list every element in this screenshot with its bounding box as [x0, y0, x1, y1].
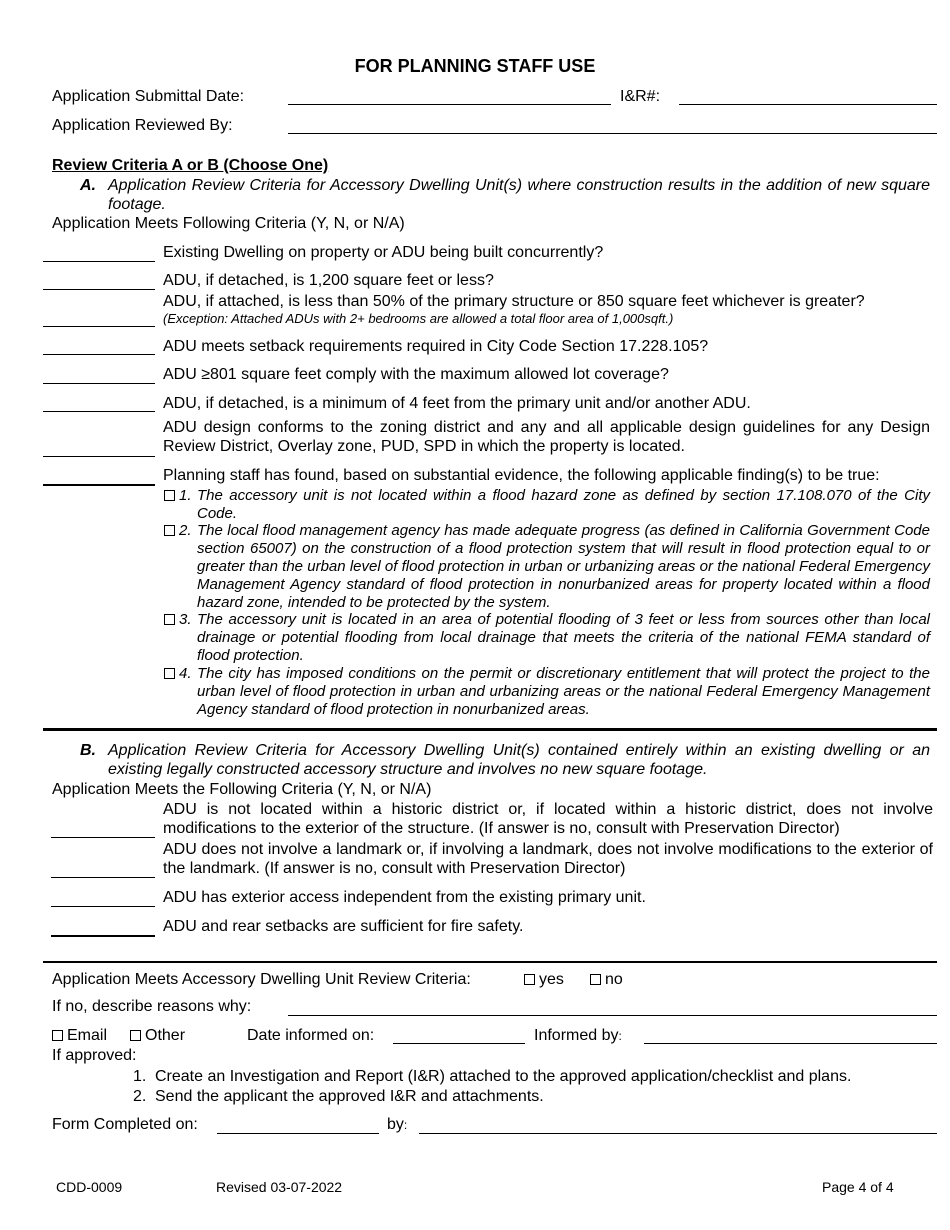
informed-by-field[interactable] — [644, 1043, 937, 1044]
answer-line-a4[interactable] — [43, 354, 155, 355]
criterion-b3: ADU has exterior access independent from the existing primary unit. — [163, 889, 646, 906]
answer-line-a7[interactable] — [43, 456, 155, 457]
section-divider — [43, 728, 937, 731]
criterion-a5: ADU ≥801 square feet comply with the maximum allowed lot coverage? — [163, 366, 669, 383]
approved-step-1: Create an Investigation and Report (I&R) attached to the approved application/checklist and plans. — [155, 1068, 852, 1085]
completed-by-label: by: — [387, 1116, 408, 1133]
decision-divider — [43, 961, 937, 963]
answer-line-b3[interactable] — [51, 906, 155, 907]
reviewed-by-label: Application Reviewed By: — [52, 117, 233, 134]
approved-step-2-number: 2. — [133, 1088, 147, 1105]
approved-step-2: Send the applicant the approved I&R and attachments. — [155, 1088, 544, 1105]
review-criteria-heading: Review Criteria A or B (Choose One) — [52, 157, 329, 174]
ir-number-label: I&R#: — [620, 88, 661, 105]
finding-1-text: The accessory unit is not located within a flood hazard zone as defined by section 17.108.070 of the City Code. — [197, 487, 930, 522]
criterion-a3-exception: (Exception: Attached ADUs with 2+ bedrooms are allowed a total floor area of 1,000sqft.) — [163, 311, 674, 326]
criterion-a8: Planning staff has found, based on substantial evidence, the following applicable finding(s) to be true: — [163, 467, 880, 484]
answer-line-b4[interactable] — [51, 935, 155, 937]
finding-1-checkbox[interactable]: 1. — [164, 487, 192, 505]
finding-4-text: The city has imposed conditions on the permit or discretionary entitlement that will protect the project to the urban level of flood protection in urban and urbanizing areas or the national Federal Emergency Management Agency standard of flood protection in nonurbanized areas. — [197, 665, 930, 718]
criterion-b2: ADU does not involve a landmark or, if involving a landmark, does not involve modifications to the exterior of the landmark. (If answer is no, consult with Preservation Director) — [163, 841, 933, 877]
other-checkbox[interactable]: Other — [130, 1026, 185, 1045]
checkbox-icon — [52, 1030, 63, 1041]
section-b-letter: B. — [80, 742, 96, 759]
completed-by-field[interactable] — [419, 1133, 937, 1134]
answer-line-a6[interactable] — [43, 411, 155, 412]
yes-checkbox[interactable]: yes — [524, 970, 564, 989]
criterion-a3: ADU, if attached, is less than 50% of the primary structure or 850 square feet whichever is greater? — [163, 293, 865, 310]
date-informed-label: Date informed on: — [247, 1027, 375, 1044]
criterion-a2: ADU, if detached, is 1,200 square feet or less? — [163, 272, 494, 289]
answer-line-a2[interactable] — [43, 289, 155, 290]
email-checkbox[interactable]: Email — [52, 1026, 107, 1045]
revised-date: Revised 03-07-2022 — [216, 1179, 343, 1195]
form-completed-label: Form Completed on: — [52, 1116, 198, 1133]
section-b-meets-label: Application Meets the Following Criteria (Y, N, or N/A) — [52, 781, 432, 798]
reviewed-by-field[interactable] — [288, 133, 937, 134]
criterion-a4: ADU meets setback requirements required in City Code Section 17.228.105? — [163, 338, 709, 355]
section-a-letter: A. — [80, 177, 96, 194]
criterion-a1: Existing Dwelling on property or ADU being built concurrently? — [163, 244, 604, 261]
form-completed-date-field[interactable] — [217, 1133, 379, 1134]
criterion-a7: ADU design conforms to the zoning district and any and all applicable design guidelines for any Design Review District, Overlay zone, PUD, SPD in which the property is located. — [163, 419, 930, 455]
form-code: CDD-0009 — [56, 1179, 123, 1195]
answer-line-a5[interactable] — [43, 383, 155, 384]
criterion-a6: ADU, if detached, is a minimum of 4 feet from the primary unit and/or another ADU. — [163, 395, 751, 412]
answer-line-b1[interactable] — [51, 837, 155, 838]
meets-criteria-label: Application Meets Accessory Dwelling Unit Review Criteria: — [52, 971, 471, 988]
no-checkbox[interactable]: no — [590, 970, 623, 989]
ir-number-field[interactable] — [679, 104, 937, 105]
finding-3-text: The accessory unit is located in an area of potential flooding of 3 feet or less from sources other than local drainage or potential flooding from local drainage that meets the criteria of the national FEMA standard of flood protection. — [197, 611, 930, 664]
finding-4-checkbox[interactable]: 4. — [164, 665, 192, 683]
finding-2-checkbox[interactable]: 2. — [164, 522, 192, 540]
section-b-description: Application Review Criteria for Accessory Dwelling Unit(s) contained entirely within an existing dwelling or an existing legally constructed accessory structure and involves no new square footage. — [108, 742, 930, 778]
answer-line-b2[interactable] — [51, 877, 155, 878]
checkbox-icon — [524, 974, 535, 985]
finding-3-checkbox[interactable]: 3. — [164, 611, 192, 629]
section-a-description: Application Review Criteria for Accessory Dwelling Unit(s) where construction results in the addition of new square footage. — [108, 177, 930, 213]
answer-line-a1[interactable] — [43, 261, 155, 262]
informed-by-label: Informed by: — [534, 1027, 622, 1044]
page-number: Page 4 of 4 — [822, 1179, 894, 1195]
criterion-b4: ADU and rear setbacks are sufficient for fire safety. — [163, 918, 524, 935]
page-title: FOR PLANNING STAFF USE — [354, 56, 596, 76]
checkbox-icon — [590, 974, 601, 985]
criterion-b1: ADU is not located within a historic district or, if located within a historic district, does not involve modifications to the exterior of the structure. (If answer is no, consult with Preservation Director) — [163, 801, 933, 837]
answer-line-a8[interactable] — [43, 484, 155, 486]
section-a-meets-label: Application Meets Following Criteria (Y, N, or N/A) — [52, 215, 405, 232]
reasons-field[interactable] — [288, 1015, 937, 1016]
reasons-label: If no, describe reasons why: — [52, 998, 252, 1015]
date-informed-field[interactable] — [393, 1043, 525, 1044]
answer-line-a3[interactable] — [43, 326, 155, 327]
approved-step-1-number: 1. — [133, 1068, 147, 1085]
if-approved-label: If approved: — [52, 1047, 137, 1064]
submittal-date-field[interactable] — [288, 104, 611, 105]
finding-2-text: The local flood management agency has made adequate progress (as defined in California Government Code section 65007) on the construction of a flood protection system that will result in flood protection equal to or greater than the urban level of flood protection in urban or urbanizing areas or the national Federal Emergency Management Agency standard of flood protection in nonurbanized areas for property located within a flood hazard zone, intended to be protected by the system. — [197, 522, 930, 611]
checkbox-icon — [130, 1030, 141, 1041]
submittal-date-label: Application Submittal Date: — [52, 88, 245, 105]
